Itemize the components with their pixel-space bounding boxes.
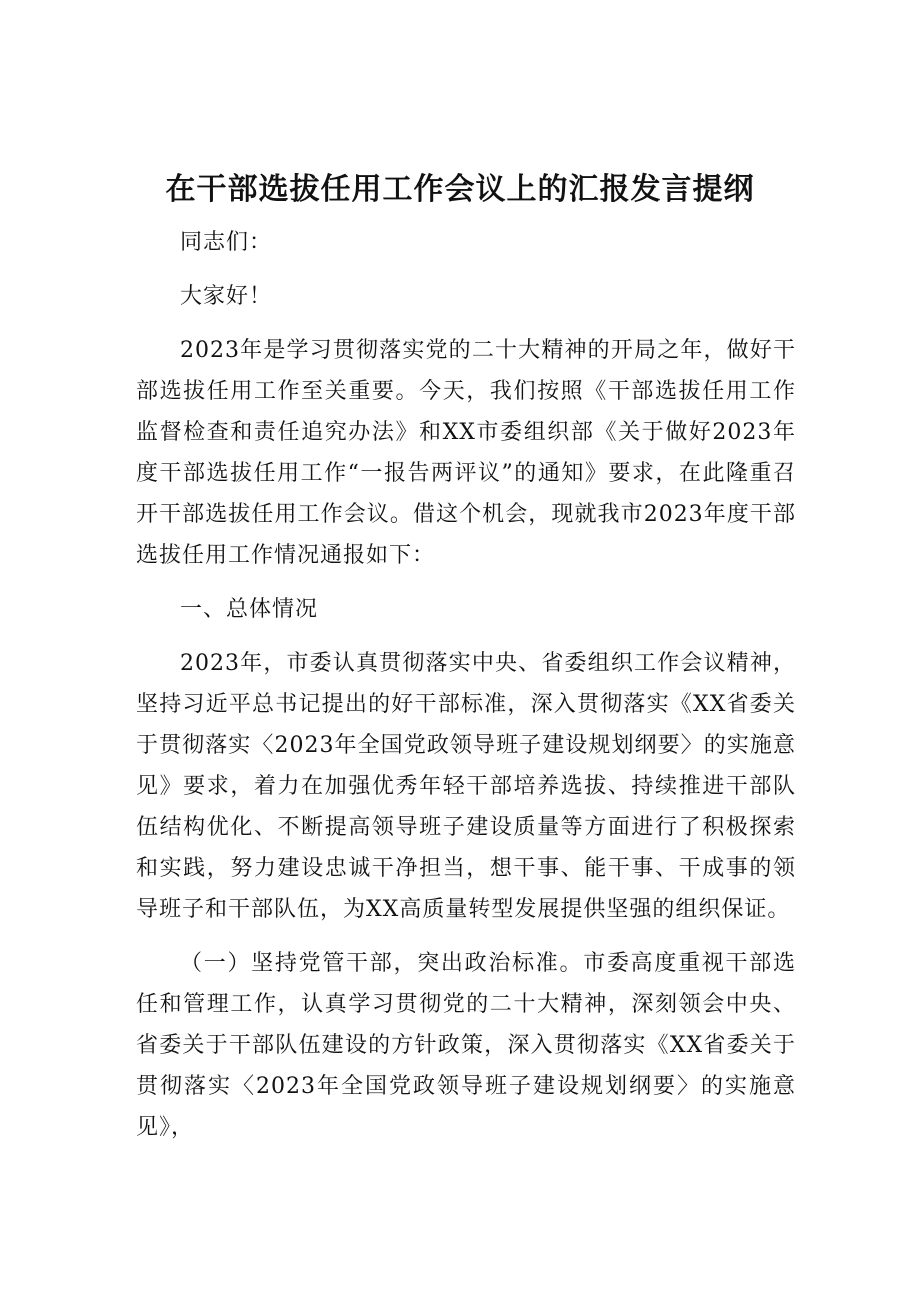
- overall-paragraph: 2023年，市委认真贯彻落实中央、省委组织工作会议精神，坚持习近平总书记提出的好干部标准，深入贯彻落实《XX省委关于贯彻落实〈2023年全国党政领导班子建设规划纲要〉的实施意见》要求，着力在加强优秀年轻干部培养选拔、持续推进干部队伍结构优化、不断提高领导班子建设质量等方面进行了积极探索和实践，努力建设忠诚干净担当，想干事、能干事、干成事的领导班子和干部队伍，为XX高质量转型发展提供坚强的组织保证。: [136, 651, 796, 922]
- section-heading-overall: 一、总体情况: [180, 597, 319, 622]
- document-title: 在干部选拔任用工作会议上的汇报发言提纲: [165, 172, 755, 207]
- salutation: 同志们：: [180, 230, 273, 255]
- greeting: 大家好！: [180, 284, 273, 309]
- intro-paragraph: 2023年是学习贯彻落实党的二十大精神的开局之年，做好干部选拔任用工作至关重要。今天，我们按照《干部选拔任用工作监督检查和责任追究办法》和XX市委组织部《关于做好2023年度干部选拔任用工作“一报告两评议”的通知》要求，在此隆重召开干部选拔任用工作会议。借这个机会，现就我市2023年度干部选拔任用工作情况通报如下：: [136, 338, 796, 568]
- subsection-paragraph-1: （一）坚持党管干部，突出政治标准。市委高度重视干部选任和管理工作，认真学习贯彻党的二十大精神，深刻领会中央、省委关于干部队伍建设的方针政策，深入贯彻落实《XX省委关于贯彻落实〈2023年全国党政领导班子建设规划纲要〉的实施意见》，: [136, 951, 796, 1140]
- document-body: [136, 222, 796, 1161]
